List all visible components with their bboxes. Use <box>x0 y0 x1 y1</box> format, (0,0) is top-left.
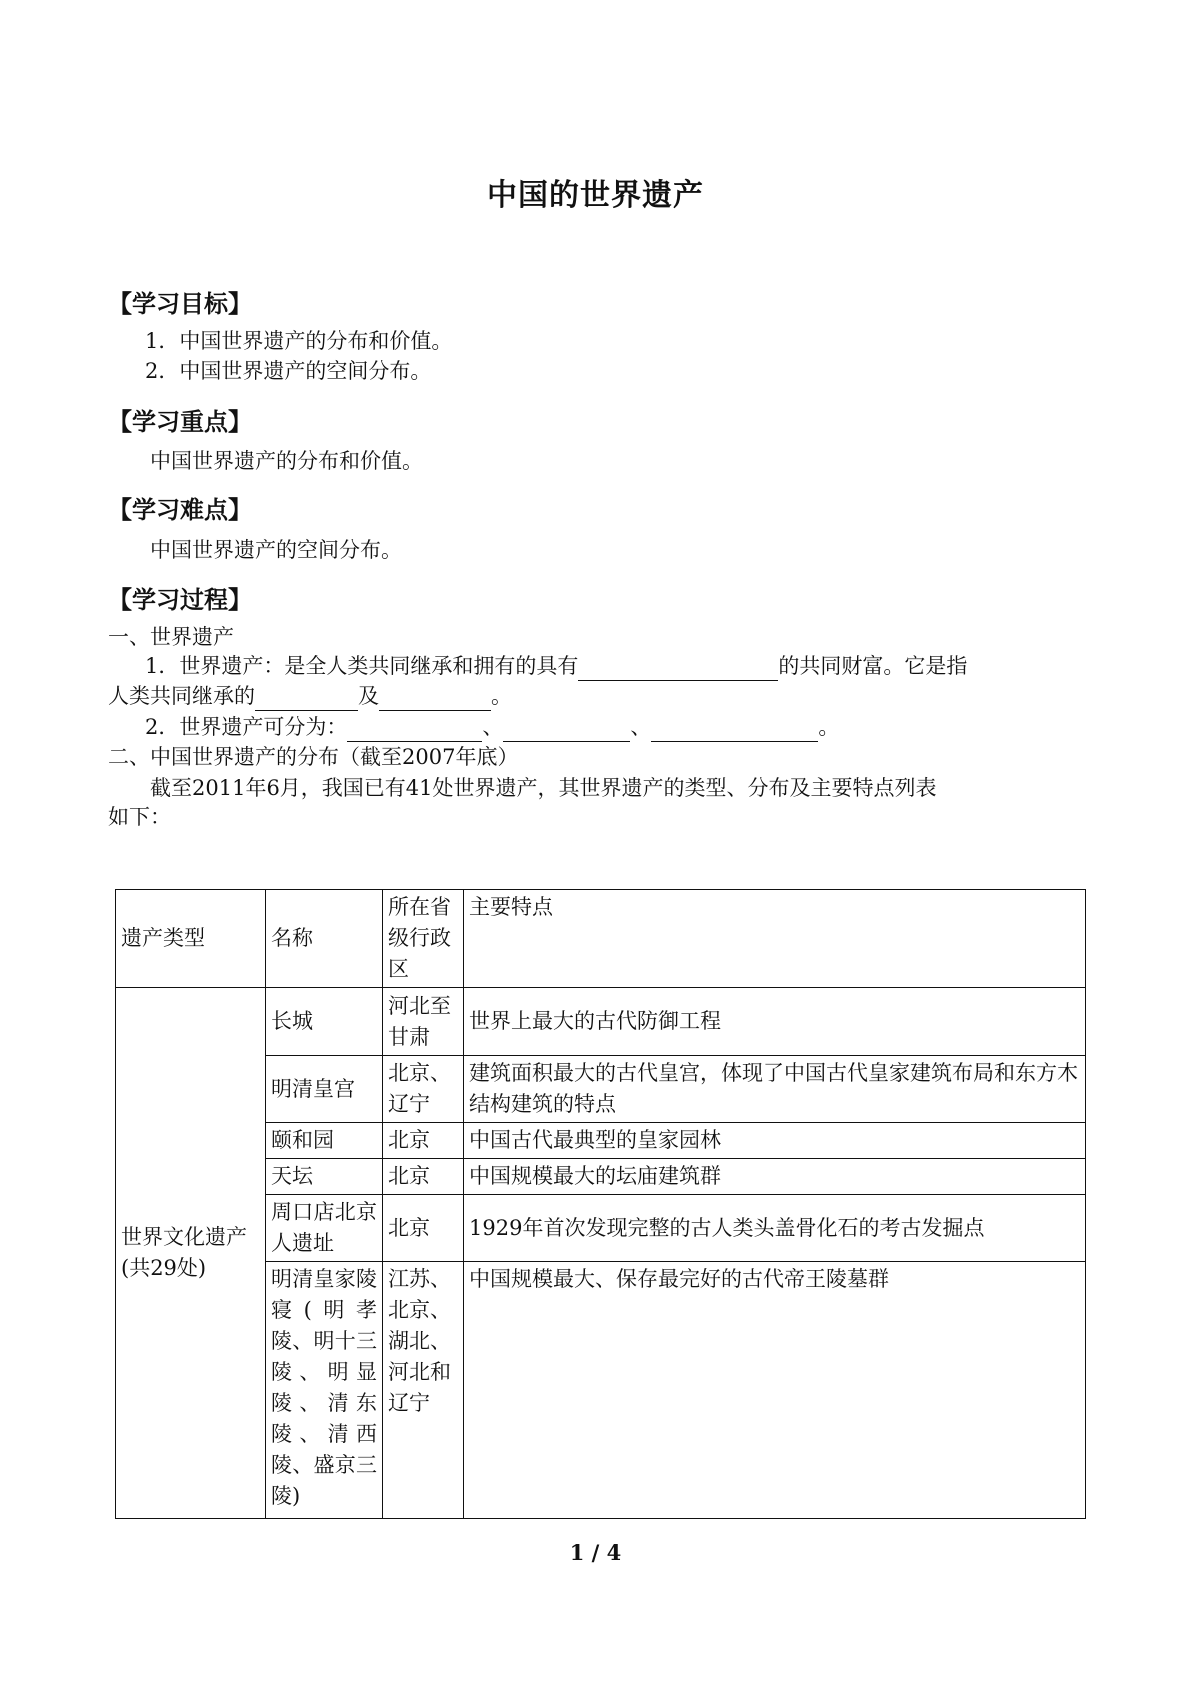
name-cell: 天坛 <box>266 1159 383 1195</box>
province-cell: 河北至甘肃 <box>383 988 464 1056</box>
table-row <box>116 988 1086 1056</box>
table-header-row <box>116 890 1086 988</box>
objective-item: 2．中国世界遗产的空间分布。 <box>145 359 432 383</box>
feature-cell: 1929年首次发现完整的古人类头盖骨化石的考古发掘点 <box>464 1195 1086 1262</box>
question-1-text: 的共同财富。它是指 <box>778 654 968 678</box>
difficulties-heading: 【学习难点】 <box>108 496 252 524</box>
answer-blank[interactable] <box>379 688 491 711</box>
question-2-text: 2．世界遗产可分为： <box>145 715 348 739</box>
separator: 、 <box>630 715 652 739</box>
question-2-text: 。 <box>818 715 840 739</box>
answer-blank[interactable] <box>578 658 778 681</box>
province-cell: 北京、辽宁 <box>383 1056 464 1123</box>
province-cell: 北京 <box>383 1159 464 1195</box>
feature-cell: 建筑面积最大的古代皇宫，体现了中国古代皇家建筑布局和东方木结构建筑的特点 <box>464 1056 1086 1123</box>
answer-blank[interactable] <box>651 719 818 742</box>
category-cell: 世界文化遗产(共29处) <box>116 988 266 1519</box>
province-cell: 北京 <box>383 1195 464 1262</box>
feature-cell: 世界上最大的古代防御工程 <box>464 988 1086 1056</box>
answer-blank[interactable] <box>347 719 482 742</box>
province-cell: 北京 <box>383 1123 464 1159</box>
question-1-text: 人类共同继承的 <box>108 684 255 708</box>
objectives-heading: 【学习目标】 <box>108 290 252 318</box>
name-cell: 颐和园 <box>266 1123 383 1159</box>
header-type: 遗产类型 <box>116 890 266 988</box>
answer-blank[interactable] <box>503 719 630 742</box>
question-2-line <box>145 712 839 742</box>
intro-text: 截至2011年6月，我国已有41处世界遗产，其世界遗产的类型、分布及主要特点列表 <box>150 776 937 800</box>
process-heading: 【学习过程】 <box>108 586 252 614</box>
difficulties-text: 中国世界遗产的空间分布。 <box>150 538 402 562</box>
province-cell: 江苏、北京、湖北、河北和辽宁 <box>383 1262 464 1519</box>
page-title: 中国的世界遗产 <box>487 178 704 213</box>
name-cell: 明清皇家陵寝(明孝陵、明十三陵、明显陵、清东陵、清西陵、盛京三陵) <box>266 1262 383 1519</box>
header-feature: 主要特点 <box>464 890 1086 988</box>
feature-cell: 中国规模最大、保存最完好的古代帝王陵墓群 <box>464 1262 1086 1519</box>
answer-blank[interactable] <box>255 688 358 711</box>
part1-title: 一、世界遗产 <box>108 625 234 649</box>
page-number: 1 / 4 <box>569 1540 622 1565</box>
header-province: 所在省级行政区 <box>383 890 464 988</box>
question-1-text: 及 <box>358 684 379 708</box>
key-points-heading: 【学习重点】 <box>108 408 252 436</box>
question-1-line-2 <box>108 681 512 711</box>
header-name: 名称 <box>266 890 383 988</box>
feature-cell: 中国古代最典型的皇家园林 <box>464 1123 1086 1159</box>
key-points-text: 中国世界遗产的分布和价值。 <box>150 449 423 473</box>
separator: 、 <box>482 715 504 739</box>
heritage-table <box>115 889 1086 1519</box>
question-1-line <box>145 651 967 681</box>
part2-title: 二、中国世界遗产的分布（截至2007年底） <box>108 745 519 769</box>
feature-cell: 中国规模最大的坛庙建筑群 <box>464 1159 1086 1195</box>
intro-text: 如下： <box>108 805 171 829</box>
name-cell: 明清皇宫 <box>266 1056 383 1123</box>
objective-item: 1．中国世界遗产的分布和价值。 <box>145 329 453 353</box>
question-1-text: 。 <box>491 684 512 708</box>
question-1-text: 1．世界遗产：是全人类共同继承和拥有的具有 <box>145 654 579 678</box>
name-cell: 周口店北京人遗址 <box>266 1195 383 1262</box>
name-cell: 长城 <box>266 988 383 1056</box>
